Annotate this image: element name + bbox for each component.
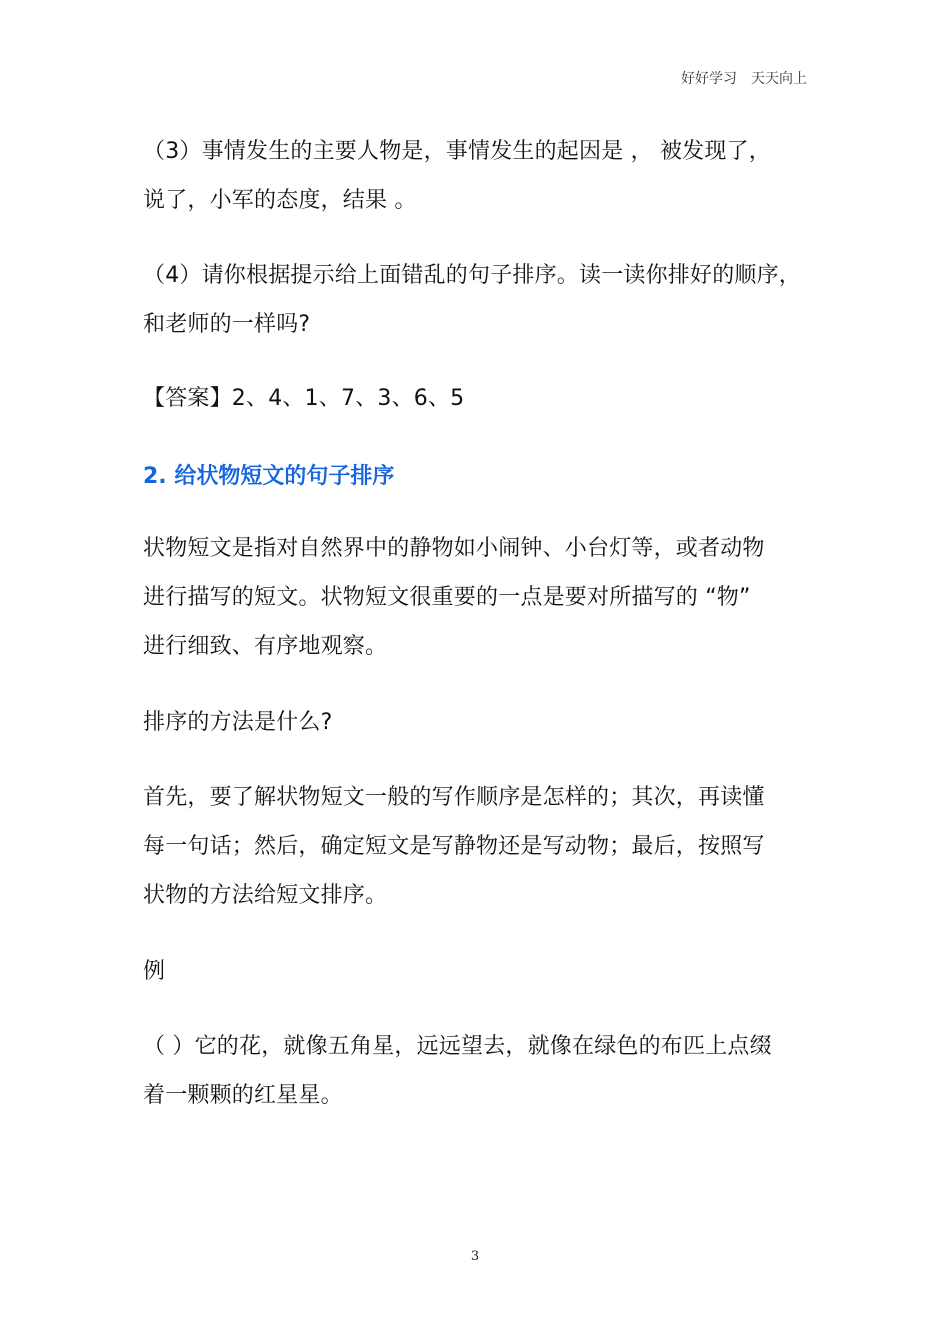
method-line-3: 状物的方法给短文排序。: [143, 883, 388, 908]
question-4-line-1: （4）请你根据提示给上面错乱的句子排序。读一读你排好的顺序，: [143, 263, 801, 288]
page-header: 好好学习 天天向上: [681, 71, 807, 87]
answer-text: 【答案】2、4、1、7、3、6、5: [143, 386, 465, 411]
intro-line-2: 进行描写的短文。状物短文很重要的一点是要对所描写的 “物”: [143, 585, 751, 610]
method-line-1: 首先，要了解状物短文一般的写作顺序是怎样的；其次，再读懂: [143, 785, 765, 810]
method-line-2: 每一句话；然后，确定短文是写静物还是写动物；最后，按照写: [143, 834, 765, 859]
intro-line-1: 状物短文是指对自然界中的静物如小闹钟、小台灯等，或者动物: [143, 536, 765, 561]
example-label-text: 例: [143, 959, 166, 984]
method-question: [143, 698, 815, 747]
example-sentence-line-2: 着一颗颗的红星星。: [143, 1083, 343, 1108]
method-paragraph: [143, 773, 815, 920]
question-4: [143, 251, 815, 349]
section-heading: 2. 给状物短文的句子排序: [143, 464, 395, 489]
intro-line-3: 进行细致、有序地观察。: [143, 634, 388, 659]
page-number: 3: [470, 1249, 480, 1264]
question-4-line-2: 和老师的一样吗?: [143, 312, 311, 337]
example-label: [143, 947, 815, 996]
answer: [143, 374, 815, 423]
question-3-line-1: （3）事情发生的主要人物是，事情发生的起因是 ， 被发现了，: [143, 139, 771, 164]
example-sentence: [143, 1022, 815, 1120]
question-3-line-2: 说了，小军的态度，结果 。: [143, 188, 417, 213]
method-question-text: 排序的方法是什么?: [143, 710, 333, 735]
intro-paragraph: [143, 524, 815, 671]
example-sentence-line-1: （ ）它的花，就像五角星，远远望去，就像在绿色的布匹上点缀: [143, 1034, 772, 1059]
question-3: [143, 127, 815, 225]
